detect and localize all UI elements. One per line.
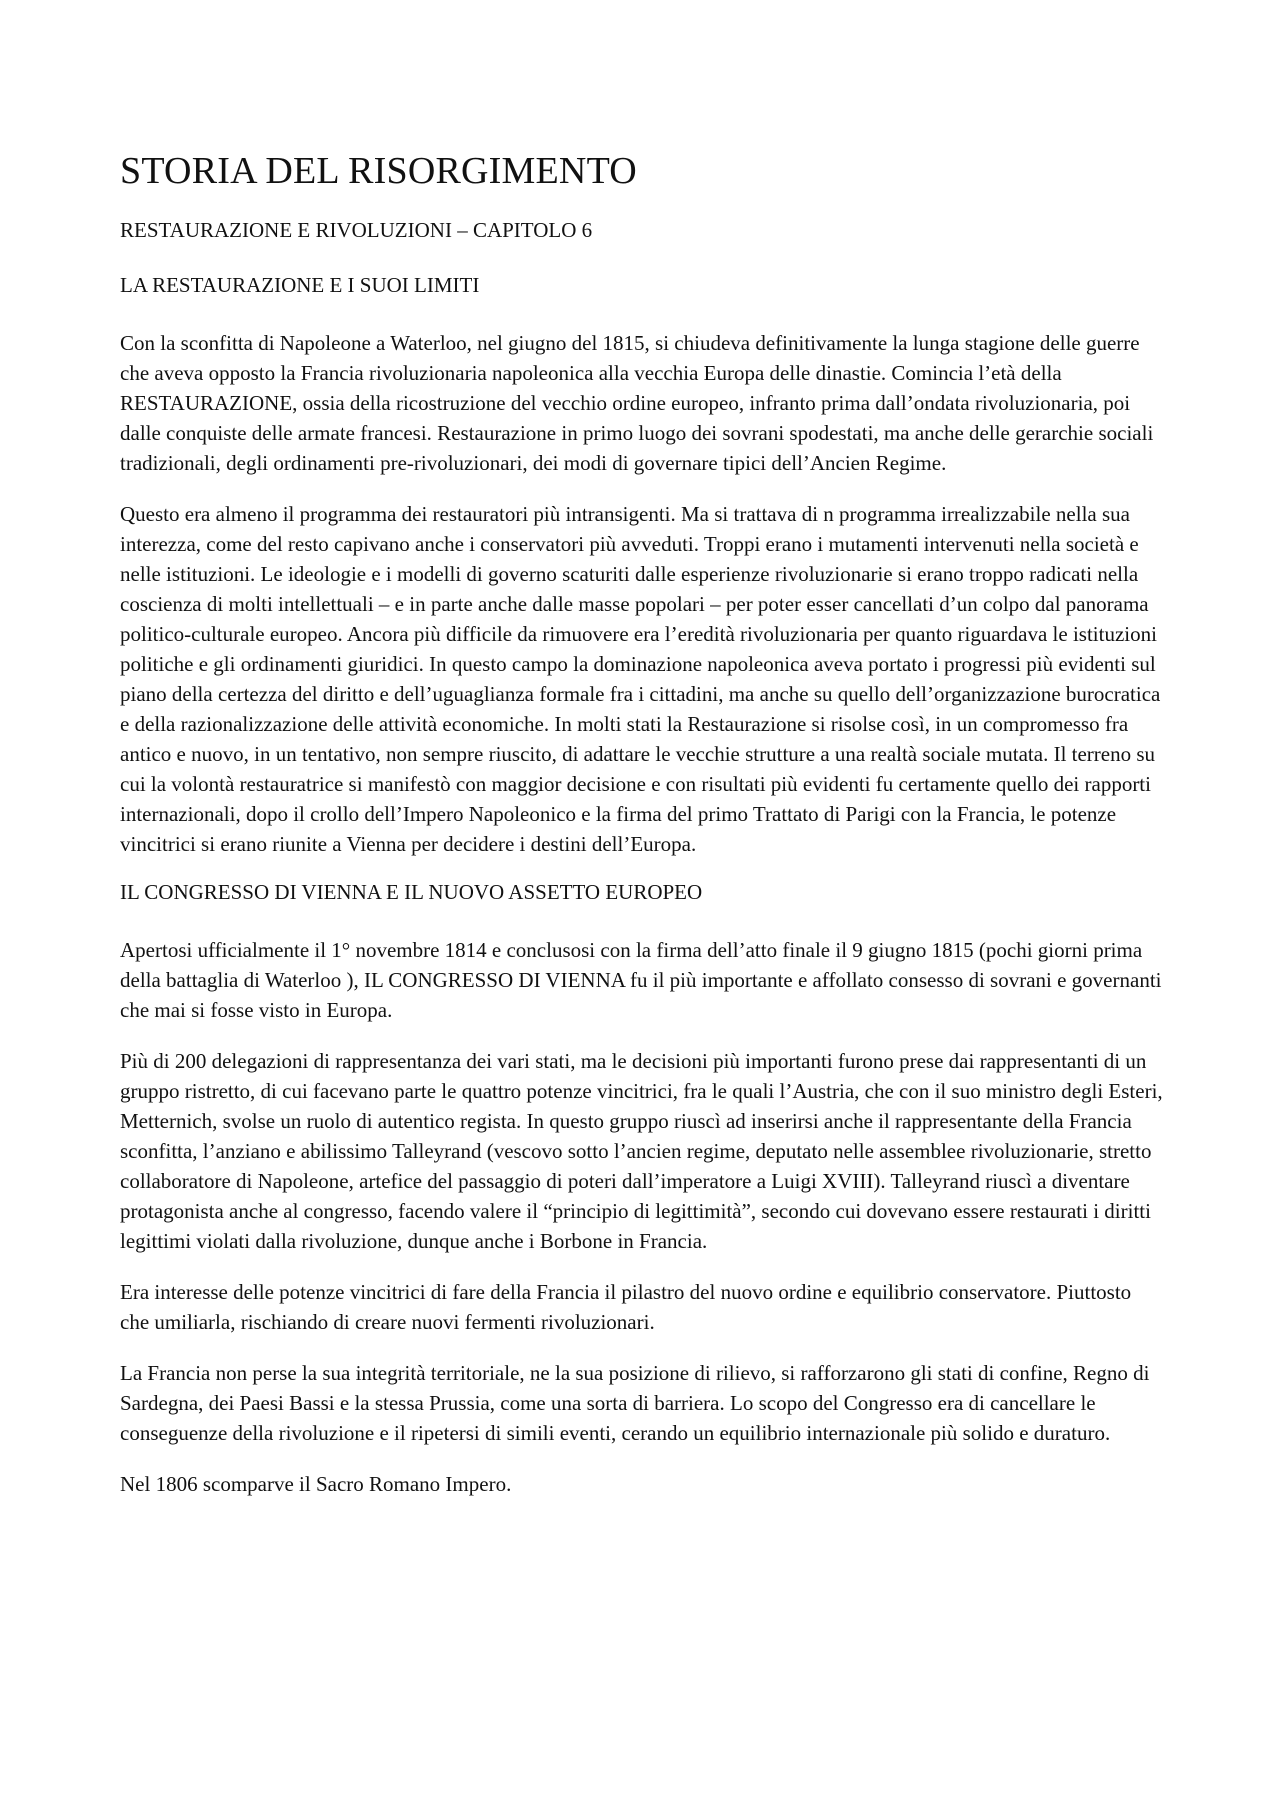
document-body bbox=[120, 150, 1165, 1520]
paragraph: Era interesse delle potenze vincitrici di fare della Francia il pilastro del nuovo ordine e equilibrio conservatore. Piuttosto che umiliarla, rischiando di creare nuovi fermenti rivoluzionari. bbox=[120, 1280, 1132, 1335]
section-heading-restaurazione: LA RESTAURAZIONE E I SUOI LIMITI bbox=[120, 272, 480, 297]
paragraph: Questo era almeno il programma dei restauratori più intransigenti. Ma si trattava di n programma irrealizzabile nella sua interezza, come del resto capivano anche i conservatori più avveduti. Troppi erano i mutamenti intervenuti nella società e nelle istituzioni. Le ideologie e i modelli di governo scaturiti dalle esperienze rivoluzionarie si erano troppo radicati nella coscienza di molti intellettuali – e in parte anche dalle masse popolari – per poter esser cancellati d’un colpo dal panorama politico-culturale europeo. Ancora più difficile da rimuovere era l’eredità rivoluzionaria per quanto riguardava le istituzioni politiche e gli ordinamenti giuridici. In questo campo la dominazione napoleonica aveva portato i progressi più evidenti sul piano della certezza del diritto e dell’uguaglianza formale fra i cittadini, ma anche su quello dell’organizzazione burocratica e della razionalizzazione delle attività economiche. In molti stati la Restaurazione si risolse così, in un compromesso fra antico e nuovo, in un tentativo, non sempre riuscito, di adattare le vecchie strutture a una realtà sociale mutata. Il terreno su cui la volontà restauratrice si manifestò con maggior decisione e con risultati più evidenti fu certamente quello dei rapporti internazionali, dopo il crollo dell’Impero Napoleonico e la firma del primo Trattato di Parigi con la Francia, le potenze vincitrici si erano riunite a Vienna per decidere i destini dell’Europa. bbox=[120, 502, 1161, 857]
paragraph: Con la sconfitta di Napoleone a Waterloo, nel giugno del 1815, si chiudeva definitivamente la lunga stagione delle guerre che aveva opposto la Francia rivoluzionaria napoleonica alla vecchia Europa delle dinastie. Comincia l’età della RESTAURAZIONE, ossia della ricostruzione del vecchio ordine europeo, infranto prima dall’ondata rivoluzionaria, poi dalle conquiste delle armate francesi. Restaurazione in primo luogo dei sovrani spodestati, ma anche delle gerarchie sociali tradizionali, degli ordinamenti pre-rivoluzionari, dei modi di governare tipici dell’Ancien Regime. bbox=[120, 331, 1154, 476]
chapter-subtitle: RESTAURAZIONE E RIVOLUZIONI – CAPITOLO 6 bbox=[120, 217, 593, 242]
document-title: STORIA DEL RISORGIMENTO bbox=[120, 150, 637, 192]
paragraph: Nel 1806 scomparve il Sacro Romano Impero. bbox=[120, 1472, 512, 1497]
paragraph: La Francia non perse la sua integrità territoriale, ne la sua posizione di rilievo, si rafforzarono gli stati di confine, Regno di Sardegna, dei Paesi Bassi e la stessa Prussia, come una sorta di barriera. Lo scopo del Congresso era di cancellare le conseguenze della rivoluzione e il ripetersi di simili eventi, cerando un equilibrio internazionale più solido e duraturo. bbox=[120, 1361, 1150, 1446]
paragraph: Più di 200 delegazioni di rappresentanza dei vari stati, ma le decisioni più importanti furono prese dai rappresentanti di un gruppo ristretto, di cui facevano parte le quattro potenze vincitrici, fra le quali l’Austria, che con il suo ministro degli Esteri, Metternich, svolse un ruolo di autentico regista. In questo gruppo riuscì ad inserirsi anche il rappresentante della Francia sconfitta, l’anziano e abilissimo Talleyrand (vescovo sotto l’ancien regime, deputato nelle assemblee rivoluzionarie, stretto collaboratore di Napoleone, artefice del passaggio di poteri dall’imperatore a Luigi XVIII). Talleyrand riuscì a diventare protagonista anche al congresso, facendo valere il “principio di legittimità”, secondo cui dovevano essere restaurati i diritti legittimi violati dalla rivoluzione, dunque anche i Borbone in Francia. bbox=[120, 1049, 1163, 1254]
paragraph: Apertosi ufficialmente il 1° novembre 1814 e conclusosi con la firma dell’atto finale il 9 giugno 1815 (pochi giorni prima della battaglia di Waterloo ), IL CONGRESSO DI VIENNA fu il più importante e affollato consesso di sovrani e governanti che mai si fosse visto in Europa. bbox=[120, 938, 1162, 1023]
section-heading-congresso-vienna: IL CONGRESSO DI VIENNA E IL NUOVO ASSETTO EUROPEO bbox=[120, 880, 703, 905]
